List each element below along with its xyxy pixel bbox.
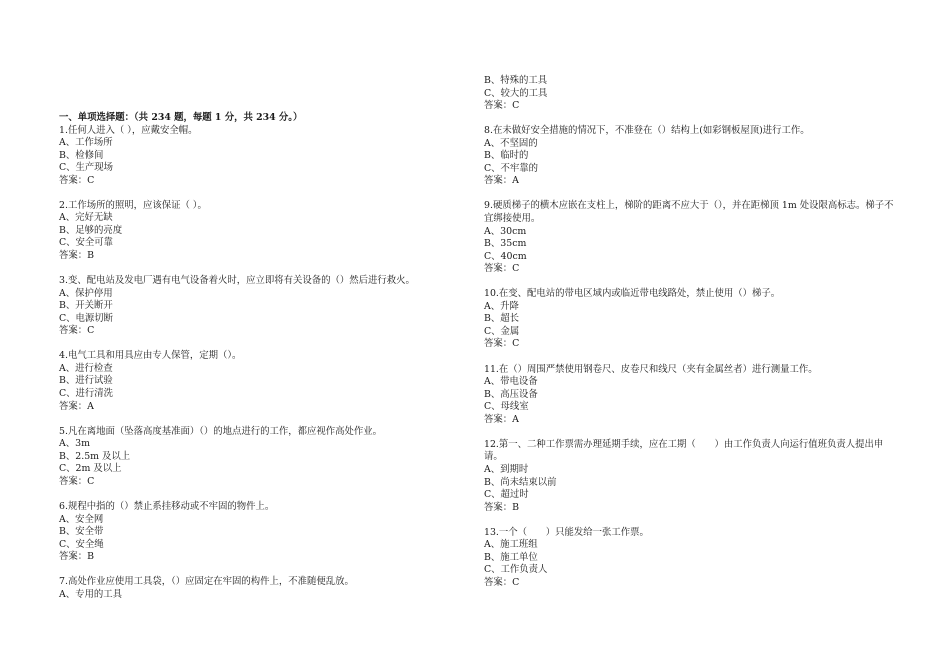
question-11: [484, 364, 894, 427]
spacer: [484, 113, 894, 126]
option-a: A、带电设备: [484, 376, 538, 388]
answer: 答案：C: [59, 475, 95, 487]
question-2: [59, 200, 469, 263]
spacer: [484, 426, 894, 439]
option-b: B、尚未结束以前: [484, 476, 557, 488]
option-a: A、到期时: [484, 463, 529, 475]
spacer: [484, 514, 894, 527]
question-text: 1.任何人进入（ ），应戴安全帽。: [59, 124, 198, 136]
option-a: A、3m: [59, 438, 90, 450]
question-12: [484, 439, 894, 514]
option-c: C、超过时: [484, 489, 529, 501]
right-column: [484, 75, 894, 589]
question-5: [59, 426, 469, 489]
answer: 答案：C: [484, 338, 520, 350]
option-c: C、较大的工具: [484, 87, 548, 99]
question-text: 4.电气工具和用具应由专人保管，定期（）。: [59, 350, 242, 362]
question-text: 2.工作场所的照明，应该保证（ ）。: [59, 199, 207, 211]
option-a: A、升降: [484, 300, 519, 312]
option-b: B、足够的亮度: [59, 224, 123, 236]
spacer: [59, 564, 469, 577]
option-c: C、40cm: [484, 250, 527, 262]
spacer: [59, 187, 469, 200]
option-b: B、特殊的工具: [484, 75, 548, 86]
question-text: 8.在未做好安全措施的情况下，不准登在（）结构上(如彩钢板屋顶)进行工作。: [484, 125, 810, 137]
option-a: A、完好无缺: [59, 212, 113, 224]
question-3: [59, 275, 469, 338]
answer: 答案：A: [484, 175, 519, 187]
option-b: B、施工单位: [484, 551, 538, 563]
option-c: C、生产现场: [59, 162, 114, 174]
option-c: C、不牢靠的: [484, 162, 539, 174]
option-b: B、高压设备: [484, 388, 538, 400]
question-text: 5.凡在离地面（坠落高度基准面）（）的地点进行的工作，都应视作高处作业。: [59, 425, 383, 437]
spacer: [484, 351, 894, 364]
answer: 答案：A: [484, 413, 519, 425]
option-a: A、不坚固的: [484, 137, 538, 149]
question-text: 11.在（）周围严禁使用钢卷尺、皮卷尺和线尺（夹有金属丝者）进行测量工作。: [484, 363, 818, 375]
option-b: B、2.5m 及以上: [59, 450, 131, 462]
question-6: [59, 501, 469, 564]
option-a: A、保护停用: [59, 287, 113, 299]
option-c: C、进行清洗: [59, 388, 114, 400]
option-c: C、母线室: [484, 401, 529, 413]
question-7-continued: [484, 75, 894, 113]
option-a: A、专用的工具: [59, 588, 123, 600]
question-10: [484, 288, 894, 351]
question-text: 12.第一、二种工作票需办理延期手续，应在工期（ ）由工作负责人向运行值班负责人提出申请。: [484, 438, 884, 463]
option-c: C、安全绳: [59, 538, 104, 550]
option-a: A、工作场所: [59, 137, 113, 149]
question-1: [59, 125, 469, 188]
option-c: C、工作负责人: [484, 564, 548, 576]
option-c: C、电源切断: [59, 312, 114, 324]
spacer: [59, 488, 469, 501]
question-text: 6.规程中指的（）禁止系挂移动或不牢固的物件上。: [59, 500, 275, 512]
option-a: A、施工班组: [484, 539, 538, 551]
question-7: [59, 576, 469, 601]
answer: 答案：C: [484, 576, 520, 588]
answer: 答案：C: [484, 263, 520, 275]
question-text: 3.变、配电站及发电厂遇有电气设备着火时，应立即将有关设备的（）然后进行救火。: [59, 275, 415, 287]
left-column: [59, 112, 469, 601]
spacer: [59, 263, 469, 276]
answer: 答案：C: [59, 325, 95, 337]
option-b: B、超长: [484, 313, 520, 325]
option-b: B、35cm: [484, 238, 527, 250]
answer: 答案：B: [484, 501, 520, 513]
option-c: C、金属: [484, 325, 520, 337]
option-b: B、开关断开: [59, 300, 113, 312]
question-text: 9.硬质梯子的横木应嵌在支柱上，梯阶的距离不应大于（），并在距梯顶 1m 处设限高标志。梯子不宜绑接使用。: [484, 200, 894, 225]
question-9: [484, 200, 894, 275]
answer: 答案：C: [59, 174, 95, 186]
answer: 答案：B: [59, 551, 95, 563]
spacer: [484, 276, 894, 289]
option-c: C、安全可靠: [59, 237, 114, 249]
section-title: 一、单项选择题：（共 234 题，每题 1 分，共 234 分。）: [59, 112, 303, 123]
question-text: 7.高处作业应使用工具袋，（）应固定在牢固的构件上，不准随便乱放。: [59, 576, 354, 588]
answer: 答案：B: [59, 250, 95, 262]
answer: 答案：C: [484, 100, 520, 112]
spacer: [59, 338, 469, 351]
question-text: 13.一个（ ）只能发给一张工作票。: [484, 526, 649, 538]
option-a: A、安全网: [59, 513, 104, 525]
option-b: B、安全带: [59, 526, 104, 538]
answer: 答案：A: [59, 400, 94, 412]
option-b: B、进行试验: [59, 375, 113, 387]
option-b: B、检修间: [59, 149, 104, 161]
question-8: [484, 125, 894, 188]
option-a: A、30cm: [484, 225, 527, 237]
question-4: [59, 350, 469, 413]
question-13: [484, 527, 894, 590]
option-b: B、临时的: [484, 150, 529, 162]
question-text: 10.在变、配电站的带电区域内或临近带电线路处，禁止使用（）梯子。: [484, 288, 781, 300]
spacer: [484, 188, 894, 201]
option-a: A、进行检查: [59, 362, 113, 374]
spacer: [59, 413, 469, 426]
option-c: C、2m 及以上: [59, 463, 122, 475]
